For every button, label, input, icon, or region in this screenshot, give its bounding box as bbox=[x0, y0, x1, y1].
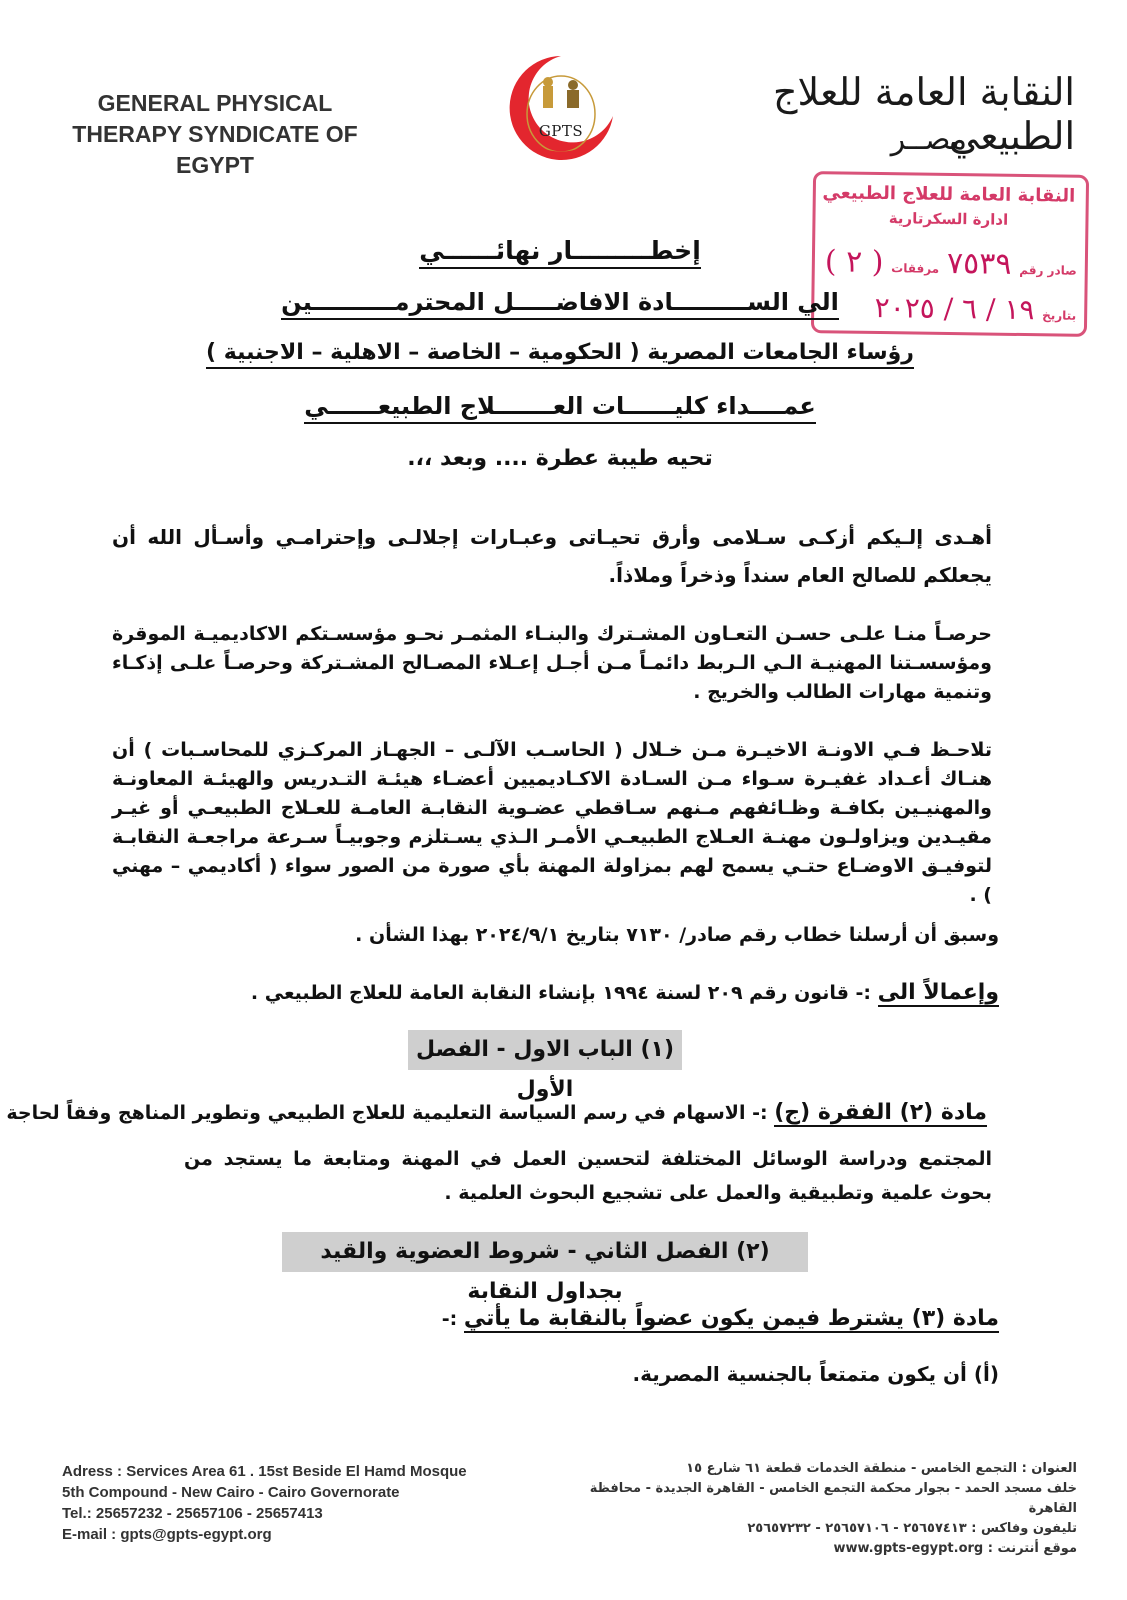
footer-ar-line-4: موقع أنترنت : www.gpts-egypt.org bbox=[833, 1541, 1077, 1556]
stamp-attachments-value: ( ٢ ) bbox=[824, 244, 884, 281]
paragraph-4: وسبق أن أرسلنا خطاب رقم صادر/ ٧١٣٠ بتاريخ ٢٠٢٤/٩/١ بهذا الشأن . bbox=[355, 924, 999, 946]
stamp-date-value: ١٩ / ٦ / ٢٠٢٥ bbox=[874, 290, 1035, 327]
recipients-text-2: عمــــداء كليــــــات العـــــــلاج الطبيعــــــي bbox=[304, 392, 816, 424]
footer-en-line-1: Adress : Services Area 61 . 15st Beside El Hamd Mosque bbox=[62, 1463, 467, 1480]
crescent-logo-icon bbox=[497, 52, 625, 162]
recipients-line-2 bbox=[80, 392, 1040, 420]
footer-en-line-3: Tel.: 25657232 - 25657106 - 25657413 bbox=[62, 1505, 323, 1522]
footer-arabic-address bbox=[537, 1459, 1077, 1559]
section-2-heading: (٢) الفصل الثاني - شروط العضوية والقيد بجداول النقابة bbox=[282, 1232, 808, 1272]
footer-ar-line-3: تليفون وفاكس : ٢٥٦٥٧٤١٣ - ٢٥٦٥٧١٠٦ - ٢٥٦٥٧٢٣٢ bbox=[747, 1521, 1077, 1536]
pursuant-label: وإعمالاً الى bbox=[877, 980, 999, 1005]
article-2-label: مادة (٢) الفقرة (ج) bbox=[774, 1100, 987, 1125]
recipients-line-1 bbox=[80, 340, 1040, 365]
arabic-letterhead: النقابة العامة للعلاج الطبيعي bbox=[773, 70, 1075, 158]
greeting-text: تحيه طيبة عطرة .... وبعد ،،. bbox=[407, 446, 713, 471]
stamp-date-label: بتاريخ bbox=[1042, 308, 1077, 323]
section-1-heading: (١) الباب الاول - الفصل الأول bbox=[408, 1030, 682, 1070]
gpts-logo bbox=[497, 52, 625, 162]
footer-ar-line-1: العنوان : التجمع الخامس - منطقة الخدمات قطعة ٦١ شارع ١٥ bbox=[686, 1461, 1077, 1476]
paragraph-1: أهـدى إلـيكم أزكـى سـلامى وأرق تحيـاتى وعبـارات إجلالـى وإحترامـي وأسـأل الله أن يجعلكم للصالح العام سنداً وذخراً وملاذاً. bbox=[112, 525, 992, 587]
arabic-country: مصــر bbox=[890, 122, 967, 157]
greeting-line bbox=[80, 446, 1040, 471]
footer-ar-line-2: خلف مسجد الحمد - بجوار محكمة التجمع الخامس - القاهرة الجديدة - محافظة القاهرة bbox=[589, 1481, 1077, 1516]
stamp-department: ادارة السكرتارية bbox=[888, 209, 1009, 229]
stamp-attachments-label: مرفقات bbox=[891, 261, 940, 276]
paragraph-3: تلاحـظ فـي الاونـة الاخيـرة مـن خـلال ( الحاسـب الآلـى – الجهـاز المركـزي للمحاسـبات ) أن هنـاك أعـداد غفيـرة سـواء مـن السـادة الاكـاديميين أعضـاء هيئـة التـدريس والهيئـة المعاونـة والمهنيـين بكافـة وظـائفهم مـنهم سـاقطي عضـوية النقابـة العامـة للعـلاج الطبيعـي أو غيـر مقيـدين ويزاولـون مهنـة العـلاج الطبيعـي الأمـر الـذي يسـتلزم وجوبيـاً سـرعة مراجعـة النقابـة لتوفيـق الاوضـاع حتـي يسمح لهم بمزاولة المهنة بأي صورة من الصور سواء ( أكاديمي – مهني ) . bbox=[112, 739, 992, 906]
english-name-line-1: GENERAL PHYSICAL bbox=[97, 90, 333, 116]
article-3-label: مادة (٣) يشترط فيمن يكون عضواً بالنقابة ما يأتي bbox=[463, 1306, 999, 1331]
recipients-text-1: رؤساء الجامعات المصرية ( الحكومية – الخاصة – الاهلية – الاجنبية ) bbox=[206, 340, 914, 369]
footer-english-address bbox=[62, 1461, 542, 1545]
addressee-line bbox=[80, 288, 1040, 316]
article-3-suffix: :- bbox=[441, 1308, 458, 1330]
article-2-line bbox=[6, 1100, 987, 1125]
paragraph-5 bbox=[251, 980, 999, 1005]
paragraph-2: حرصـاً منـا علـى حسـن التعـاون المشـترك والبنـاء المثمـر نحـو مؤسسـتكم الاكاديميـة الموقرة ومؤسسـتنا المهنيـة الـي الـربط دائمـاً مـن أجـل إعـلاء المصـالح المشـتركة وحرصـاً علـى إذكـاء وتنمية مهارات الطالب والخريج . bbox=[112, 623, 992, 703]
english-name-line-3: EGYPT bbox=[176, 152, 254, 178]
logo-text: GPTS bbox=[538, 122, 584, 140]
stamp-issued-label: صادر رقم bbox=[1019, 262, 1077, 278]
article-3-line bbox=[442, 1306, 999, 1331]
article-2-continuation: المجتمع ودراسة الوسائل المختلفة لتحسين العمل في المهنة ومتابعة ما يستجد من بحوث علمية وتطبيقية والعمل على تشجيع البحوث العلمية . bbox=[184, 1148, 992, 1204]
stamp-syndicate-name: النقابة العامة للعلاج الطبيعي bbox=[822, 182, 1076, 207]
article-2-text: :- الاسهام في رسم السياسة التعليمية للعلاج الطبيعي وتطوير المناهج وفقاً لحاجة bbox=[6, 1102, 768, 1124]
notice-title-text: إخطـــــــــار نهائــــــي bbox=[419, 236, 701, 269]
english-name-line-2: THERAPY SYNDICATE OF bbox=[72, 121, 358, 147]
pursuant-text: :- قانون رقم ٢٠٩ لسنة ١٩٩٤ بإنشاء النقابة العامة للعلاج الطبيعي . bbox=[250, 982, 872, 1004]
stamp-issued-number: ٧٥٣٩ bbox=[946, 245, 1012, 282]
article-3-item-a: (أ) أن يكون متمتعاً بالجنسية المصرية. bbox=[632, 1362, 999, 1386]
footer-en-line-4: E-mail : gpts@gpts-egypt.org bbox=[62, 1526, 272, 1543]
footer-en-line-2: 5th Compound - New Cairo - Cairo Governorate bbox=[62, 1484, 400, 1501]
notice-title bbox=[80, 236, 1040, 265]
addressee-text: الي الســـــــــادة الافاضـــــل المحترمــــــــــين bbox=[281, 288, 839, 320]
english-letterhead bbox=[40, 88, 390, 181]
